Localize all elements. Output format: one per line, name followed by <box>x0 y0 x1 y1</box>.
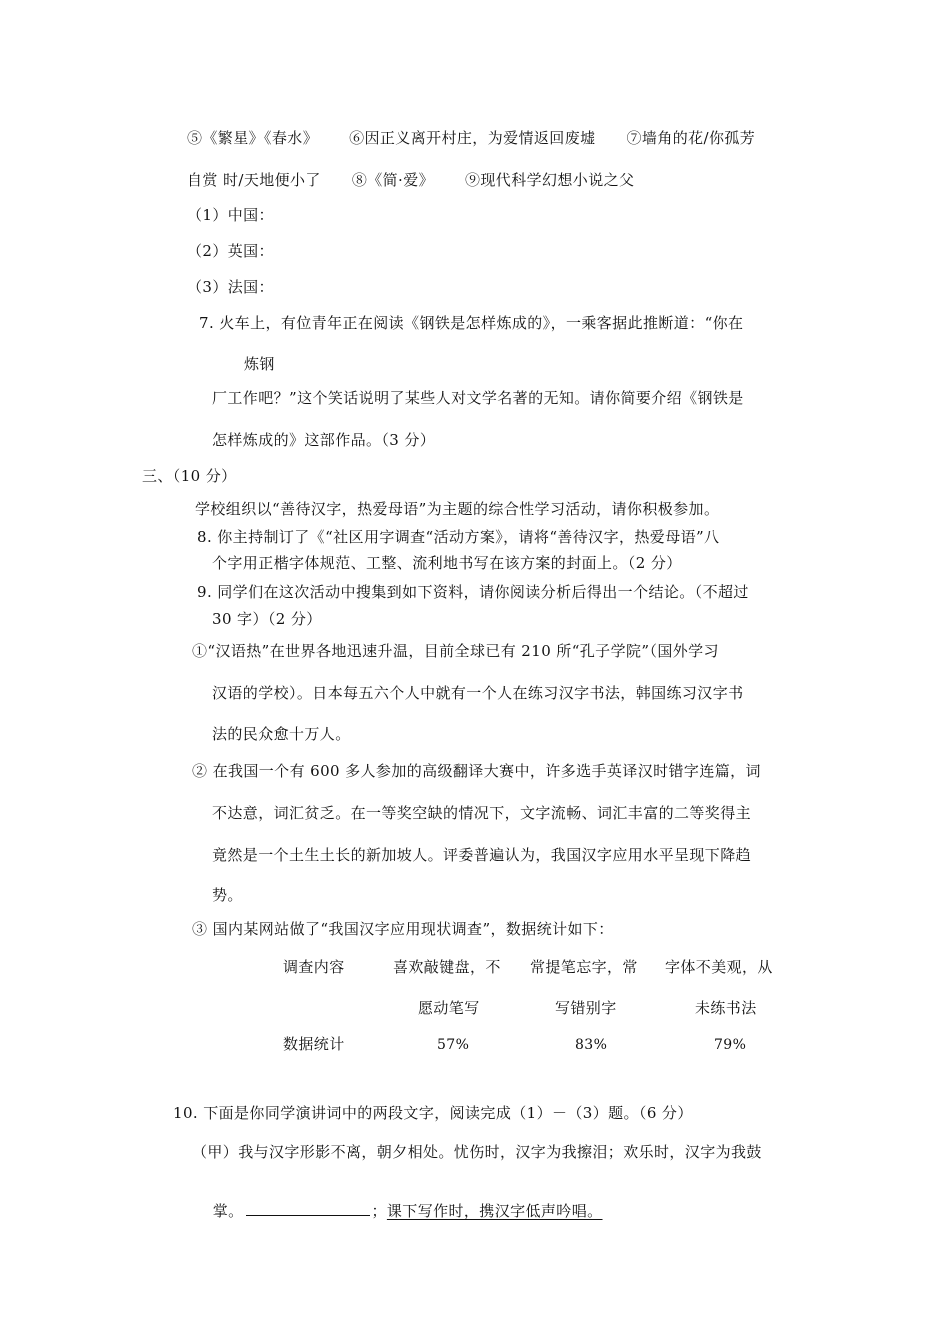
material-2-line-3: 竟然是一个土生土长的新加坡人。评委普遍认为，我国汉字应用水平呈现下降趋 <box>212 846 752 864</box>
fill-in-blank[interactable] <box>246 1201 370 1216</box>
table-col1-value: 57% <box>437 1037 470 1053</box>
option-list-line-2: 自赏 时/天地便小了 ⑧《简·爱》 ⑨现代科学幻想小说之父 <box>187 171 635 189</box>
table-col3-header-line1: 字体不美观，从 <box>665 958 773 976</box>
question-7-line-4: 怎样炼成的》这部作品。（3 分） <box>212 431 436 449</box>
material-1-line-2: 汉语的学校）。日本每五六个人中就有一个人在练习汉字书法，韩国练习汉字书 <box>212 684 744 702</box>
material-2-line-2: 不达意，词汇贫乏。在一等奖空缺的情况下，文字流畅、词汇丰富的二等奖得主 <box>212 804 752 822</box>
option-list-line-1: ⑤《繁星》《春水》 ⑥因正义离开村庄，为爱情返回废墟 ⑦墙角的花/你孤芳 <box>187 129 756 147</box>
table-row-label: 数据统计 <box>283 1035 345 1053</box>
material-1-line-1: ①“汉语热”在世界各地迅速升温，目前全球已有 210 所“孔子学院”（国外学习 <box>192 642 719 660</box>
answer-france: （3）法国： <box>187 278 274 296</box>
passage-a-line-2 <box>192 1181 603 1241</box>
question-7-line-2: 炼钢 <box>244 355 275 373</box>
material-2-line-4: 势。 <box>212 886 243 904</box>
question-7-line-3: 厂工作吧？”这个笑话说明了某些人对文学名著的无知。请你简要介绍《钢铁是 <box>212 389 744 407</box>
question-9-line-2: 30 字）（2 分） <box>212 610 322 628</box>
table-col2-value: 83% <box>575 1037 608 1053</box>
section-3-heading: 三、（10 分） <box>142 467 237 485</box>
underlined-sentence: 课下写作时，携汉字低声吟唱。 <box>386 1202 603 1220</box>
answer-china: （1）中国： <box>187 206 274 224</box>
table-col3-value: 79% <box>714 1037 747 1053</box>
table-col2-header-line2: 写错别字 <box>555 999 617 1017</box>
passage-a-lead: 掌。 <box>212 1202 244 1220</box>
table-col3-header-line2: 未练书法 <box>695 999 757 1017</box>
passage-a-separator: ； <box>371 1202 387 1220</box>
material-1-line-3: 法的民众愈十万人。 <box>212 725 351 743</box>
answer-britain: （2）英国： <box>187 242 274 260</box>
table-col1-header-line1: 喜欢敲键盘，不 <box>393 958 501 976</box>
question-8-line-1: 8. 你主持制订了《“社区用字调查“活动方案》，请将“善待汉字，热爱母语”八 <box>197 528 720 546</box>
section-3-intro: 学校组织以“善待汉字，热爱母语”为主题的综合性学习活动，请你积极参加。 <box>195 500 720 518</box>
table-header-label: 调查内容 <box>283 958 345 976</box>
question-8-line-2: 个字用正楷字体规范、工整、流利地书写在该方案的封面上。（2 分） <box>212 554 682 572</box>
material-3-intro: ③ 国内某网站做了“我国汉字应用现状调查”，数据统计如下： <box>192 920 614 938</box>
question-10-heading: 10. 下面是你同学演讲词中的两段文字，阅读完成（1）－（3）题。（6 分） <box>173 1104 693 1122</box>
material-2-line-1: ② 在我国一个有 600 多人参加的高级翻译大赛中，许多选手英译汉时错字连篇，词 <box>192 762 761 780</box>
table-col1-header-line2: 愿动笔写 <box>418 999 480 1017</box>
table-col2-header-line1: 常提笔忘字，常 <box>530 958 638 976</box>
question-9-line-1: 9. 同学们在这次活动中搜集到如下资料，请你阅读分析后得出一个结论。（不超过 <box>197 583 749 601</box>
passage-a-line-1: （甲）我与汉字形影不离，朝夕相处。忧伤时，汉字为我擦泪；欢乐时，汉字为我鼓 <box>192 1143 762 1161</box>
question-7-line-1: 7. 火车上，有位青年正在阅读《钢铁是怎样炼成的》，一乘客据此推断道：“你在 <box>199 314 744 332</box>
